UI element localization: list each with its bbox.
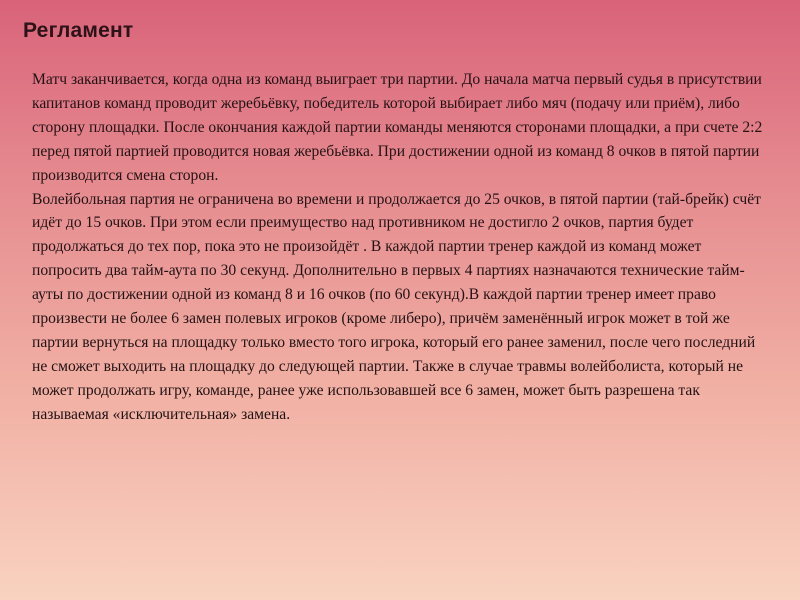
paragraph-match-rules: Матч заканчивается, когда одна из команд выиграет три партии. До начала матча первый судья в присутствии капитанов команд проводит жеребьёвку, победитель которой выбирает либо мяч (подачу или приём), либо сторону площадки. После окончания каждой партии команды меняются сторонами площадки, а при счете 2:2 перед пятой партией проводится новая жеребьёвка. При достижении одной из команд 8 очков в пятой партии производится смена сторон. — [32, 71, 763, 184]
paragraph-set-rules: Волейбольная партия не ограничена во времени и продолжается до 25 очков, в пятой партии (тай-брейк) счёт идёт до 15 очков. При этом если преимущество над противником не достигло 2 очков, партия будет продолжаться до тех пор, пока это не произойдёт . В каждой партии тренер каждой из команд может попросить два тайм-аута по 30 секунд. Дополнительно в первых 4 партиях назначаются технические тайм-ауты по достижении одной из команд 8 и 16 очков (по 60 секунд).В каждой партии тренер имеет право произвести не более 6 замен полевых игроков (кроме либеро), причём заменённый игрок может в той же партии вернуться на площадку только вместо того игрока, который его ранее заменил, после чего последний не сможет выходить на площадку до следующей партии. Также в случае травмы волейболиста, который не может продолжать игру, команде, ранее уже использовавшей все 6 замен, может быть разрешена так называемая «исключительная» замена. — [32, 190, 761, 423]
slide-body — [32, 68, 772, 427]
slide-title: Регламент — [23, 19, 134, 42]
